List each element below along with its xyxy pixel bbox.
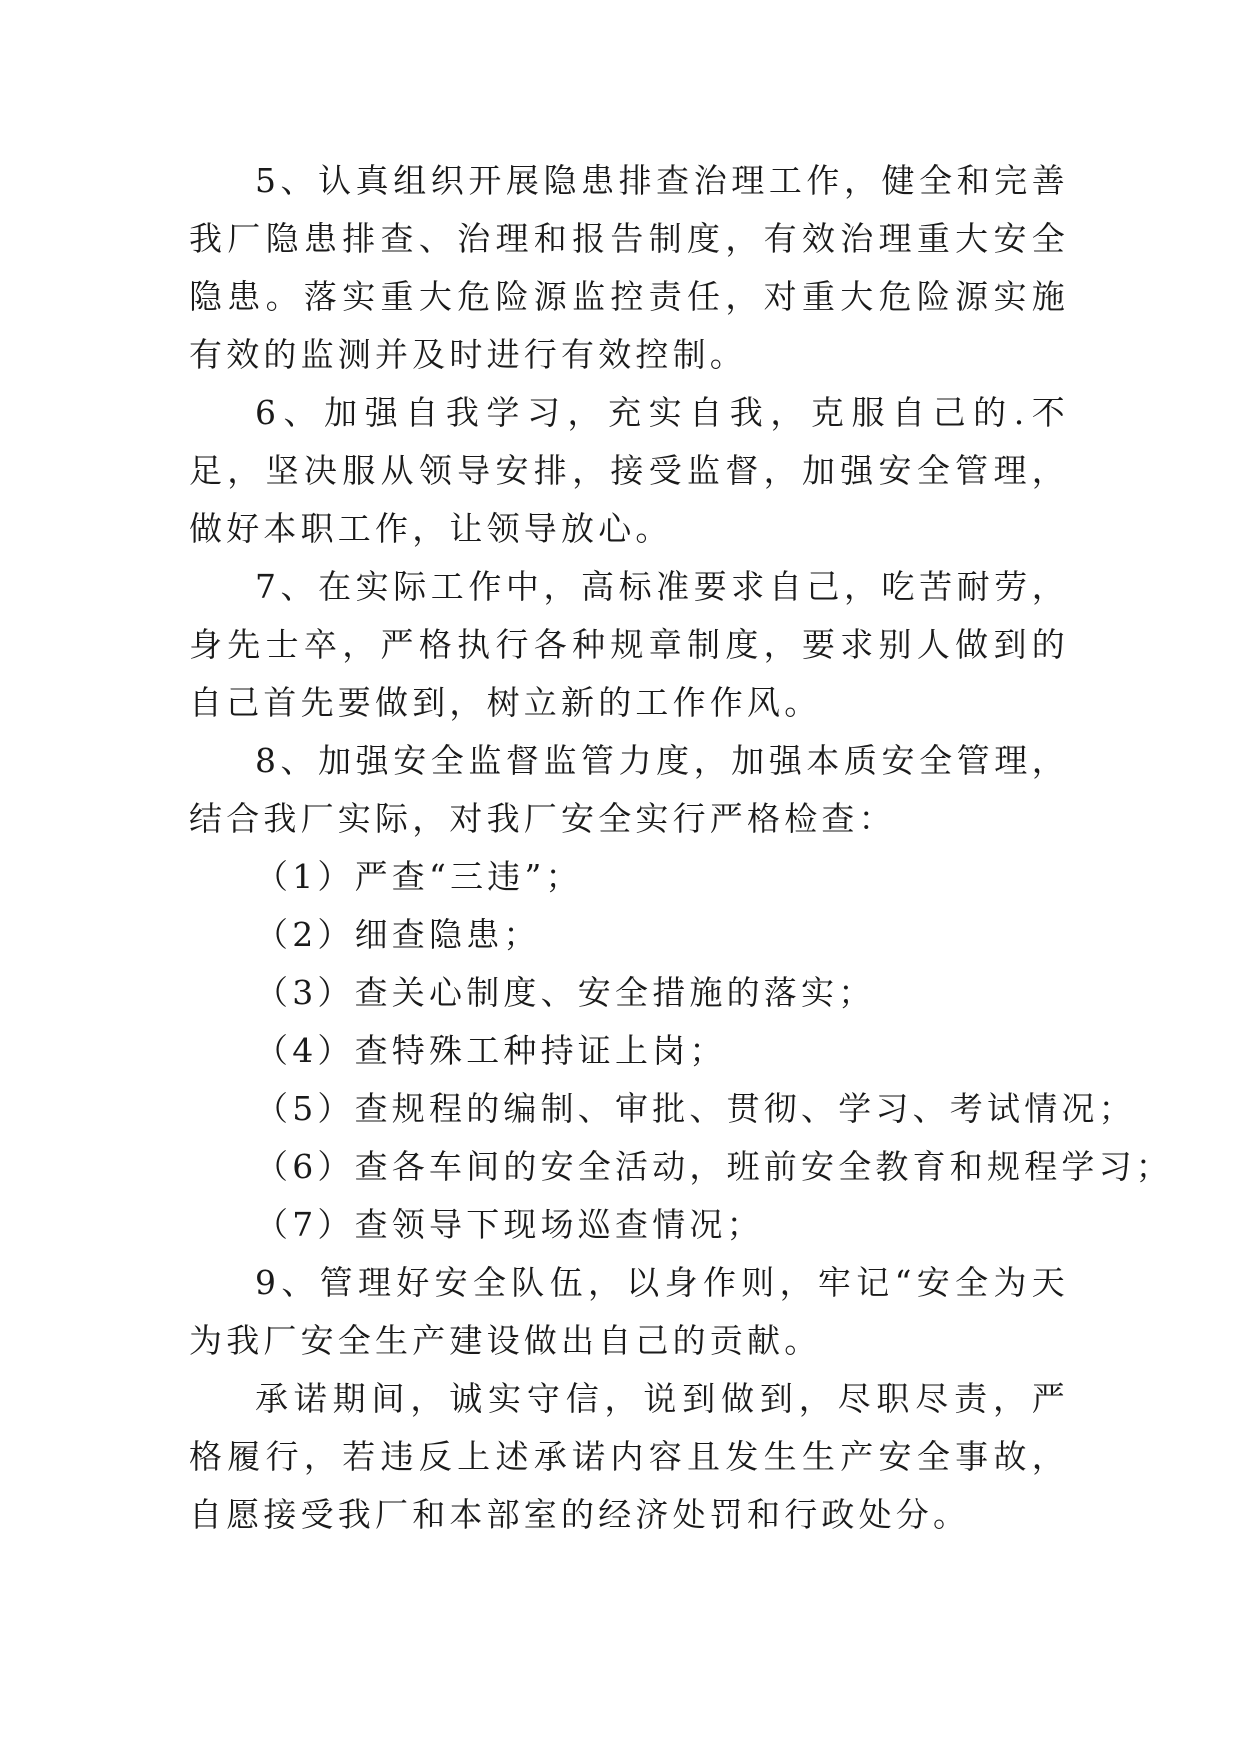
document-body bbox=[189, 152, 1173, 1544]
check-item-7: （7）查领导下现场巡查情况； bbox=[255, 1205, 764, 1244]
paragraph-item-7: 7、在实际工作中，高标准要求自己，吃苦耐劳，身先士卒，严格执行各种规章制度，要求别人做到的自己首先要做到，树立新的工作作风。 bbox=[189, 567, 1069, 722]
paragraph-item-8: 8、加强安全监督监管力度，加强本质安全管理，结合我厂实际，对我厂安全实行严格检查： bbox=[189, 741, 1069, 838]
paragraph-item-9: 9、管理好安全队伍，以身作则，牢记“安全为天为我厂安全生产建设做出自己的贡献。 bbox=[189, 1263, 1069, 1360]
paragraph-item-6: 6、加强自我学习，充实自我，克服自己的.不足，坚决服从领导安排，接受监督，加强安全管理，做好本职工作，让领导放心。 bbox=[189, 393, 1069, 548]
paragraph-item-5: 5、认真组织开展隐患排查治理工作，健全和完善我厂隐患排查、治理和报告制度，有效治理重大安全隐患。落实重大危险源监控责任，对重大危险源实施有效的监测并及时进行有效控制。 bbox=[189, 161, 1069, 374]
commitment-paragraph: 承诺期间，诚实守信，说到做到，尽职尽责，严格履行，若违反上述承诺内容且发生生产安全事故，自愿接受我厂和本部室的经济处罚和行政处分。 bbox=[189, 1379, 1069, 1534]
check-item-5: （5）查规程的编制、审批、贯彻、学习、考试情况； bbox=[255, 1089, 1136, 1128]
check-item-4: （4）查特殊工种持证上岗； bbox=[255, 1031, 727, 1070]
check-item-3: （3）查关心制度、安全措施的落实； bbox=[255, 973, 876, 1012]
check-item-1: （1）严查“三违”； bbox=[255, 857, 583, 896]
check-item-2: （2）细查隐患； bbox=[255, 915, 541, 954]
check-item-6: （6）查各车间的安全活动，班前安全教育和规程学习； bbox=[255, 1147, 1173, 1186]
